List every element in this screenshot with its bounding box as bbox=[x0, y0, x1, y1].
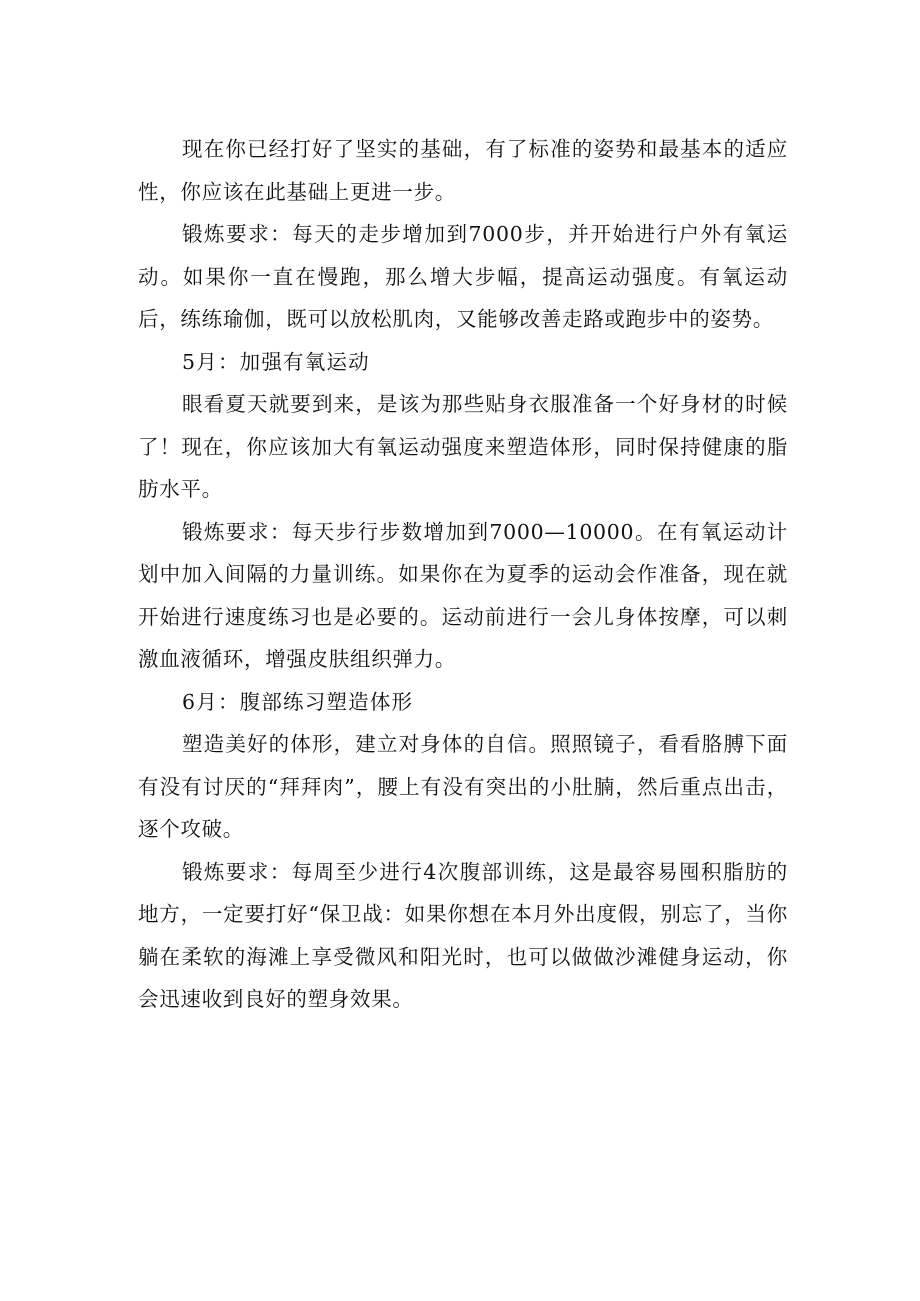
paragraph-june-requirements: 锻炼要求：每周至少进行4次腹部训练，这是最容易囤积脂肪的地方，一定要打好“保卫战：如果你想在本月外出度假，别忘了，当你躺在柔软的海滩上享受微风和阳光时，也可以做做沙滩健身运动，你会迅速收到良好的塑身效果。 bbox=[138, 859, 788, 1011]
paragraph-may-intro: 眼看夏天就要到来，是该为那些贴身衣服准备一个好身材的时候了！现在，你应该加大有氧运动强度来塑造体形，同时保持健康的脂肪水平。 bbox=[138, 392, 788, 501]
paragraph-may-requirements: 锻炼要求：每天步行步数增加到7000—10000。在有氧运动计划中加入间隔的力量训练。如果你在为夏季的运动会作准备，现在就开始进行速度练习也是必要的。运动前进行一会儿身体按摩，可以刺激血液循环，增强皮肤组织弹力。 bbox=[138, 519, 788, 671]
heading-may: 5月：加强有氧运动 bbox=[182, 349, 370, 374]
paragraph-june-intro: 塑造美好的体形，建立对身体的自信。照照镜子，看看胳膊下面有没有讨厌的“拜拜肉”，腰上有没有突出的小肚腩，然后重点出击，逐个攻破。 bbox=[138, 732, 788, 841]
heading-june: 6月：腹部练习塑造体形 bbox=[182, 689, 414, 714]
paragraph-foundation: 现在你已经打好了坚实的基础，有了标准的姿势和最基本的适应性，你应该在此基础上更进一步。 bbox=[138, 137, 788, 204]
document-body bbox=[138, 128, 788, 1021]
paragraph-april-requirements: 锻炼要求：每天的走步增加到7000步，并开始进行户外有氧运动。如果你一直在慢跑，那么增大步幅，提高运动强度。有氧运动后，练练瑜伽，既可以放松肌肉，又能够改善走路或跑步中的姿势。 bbox=[138, 222, 788, 331]
